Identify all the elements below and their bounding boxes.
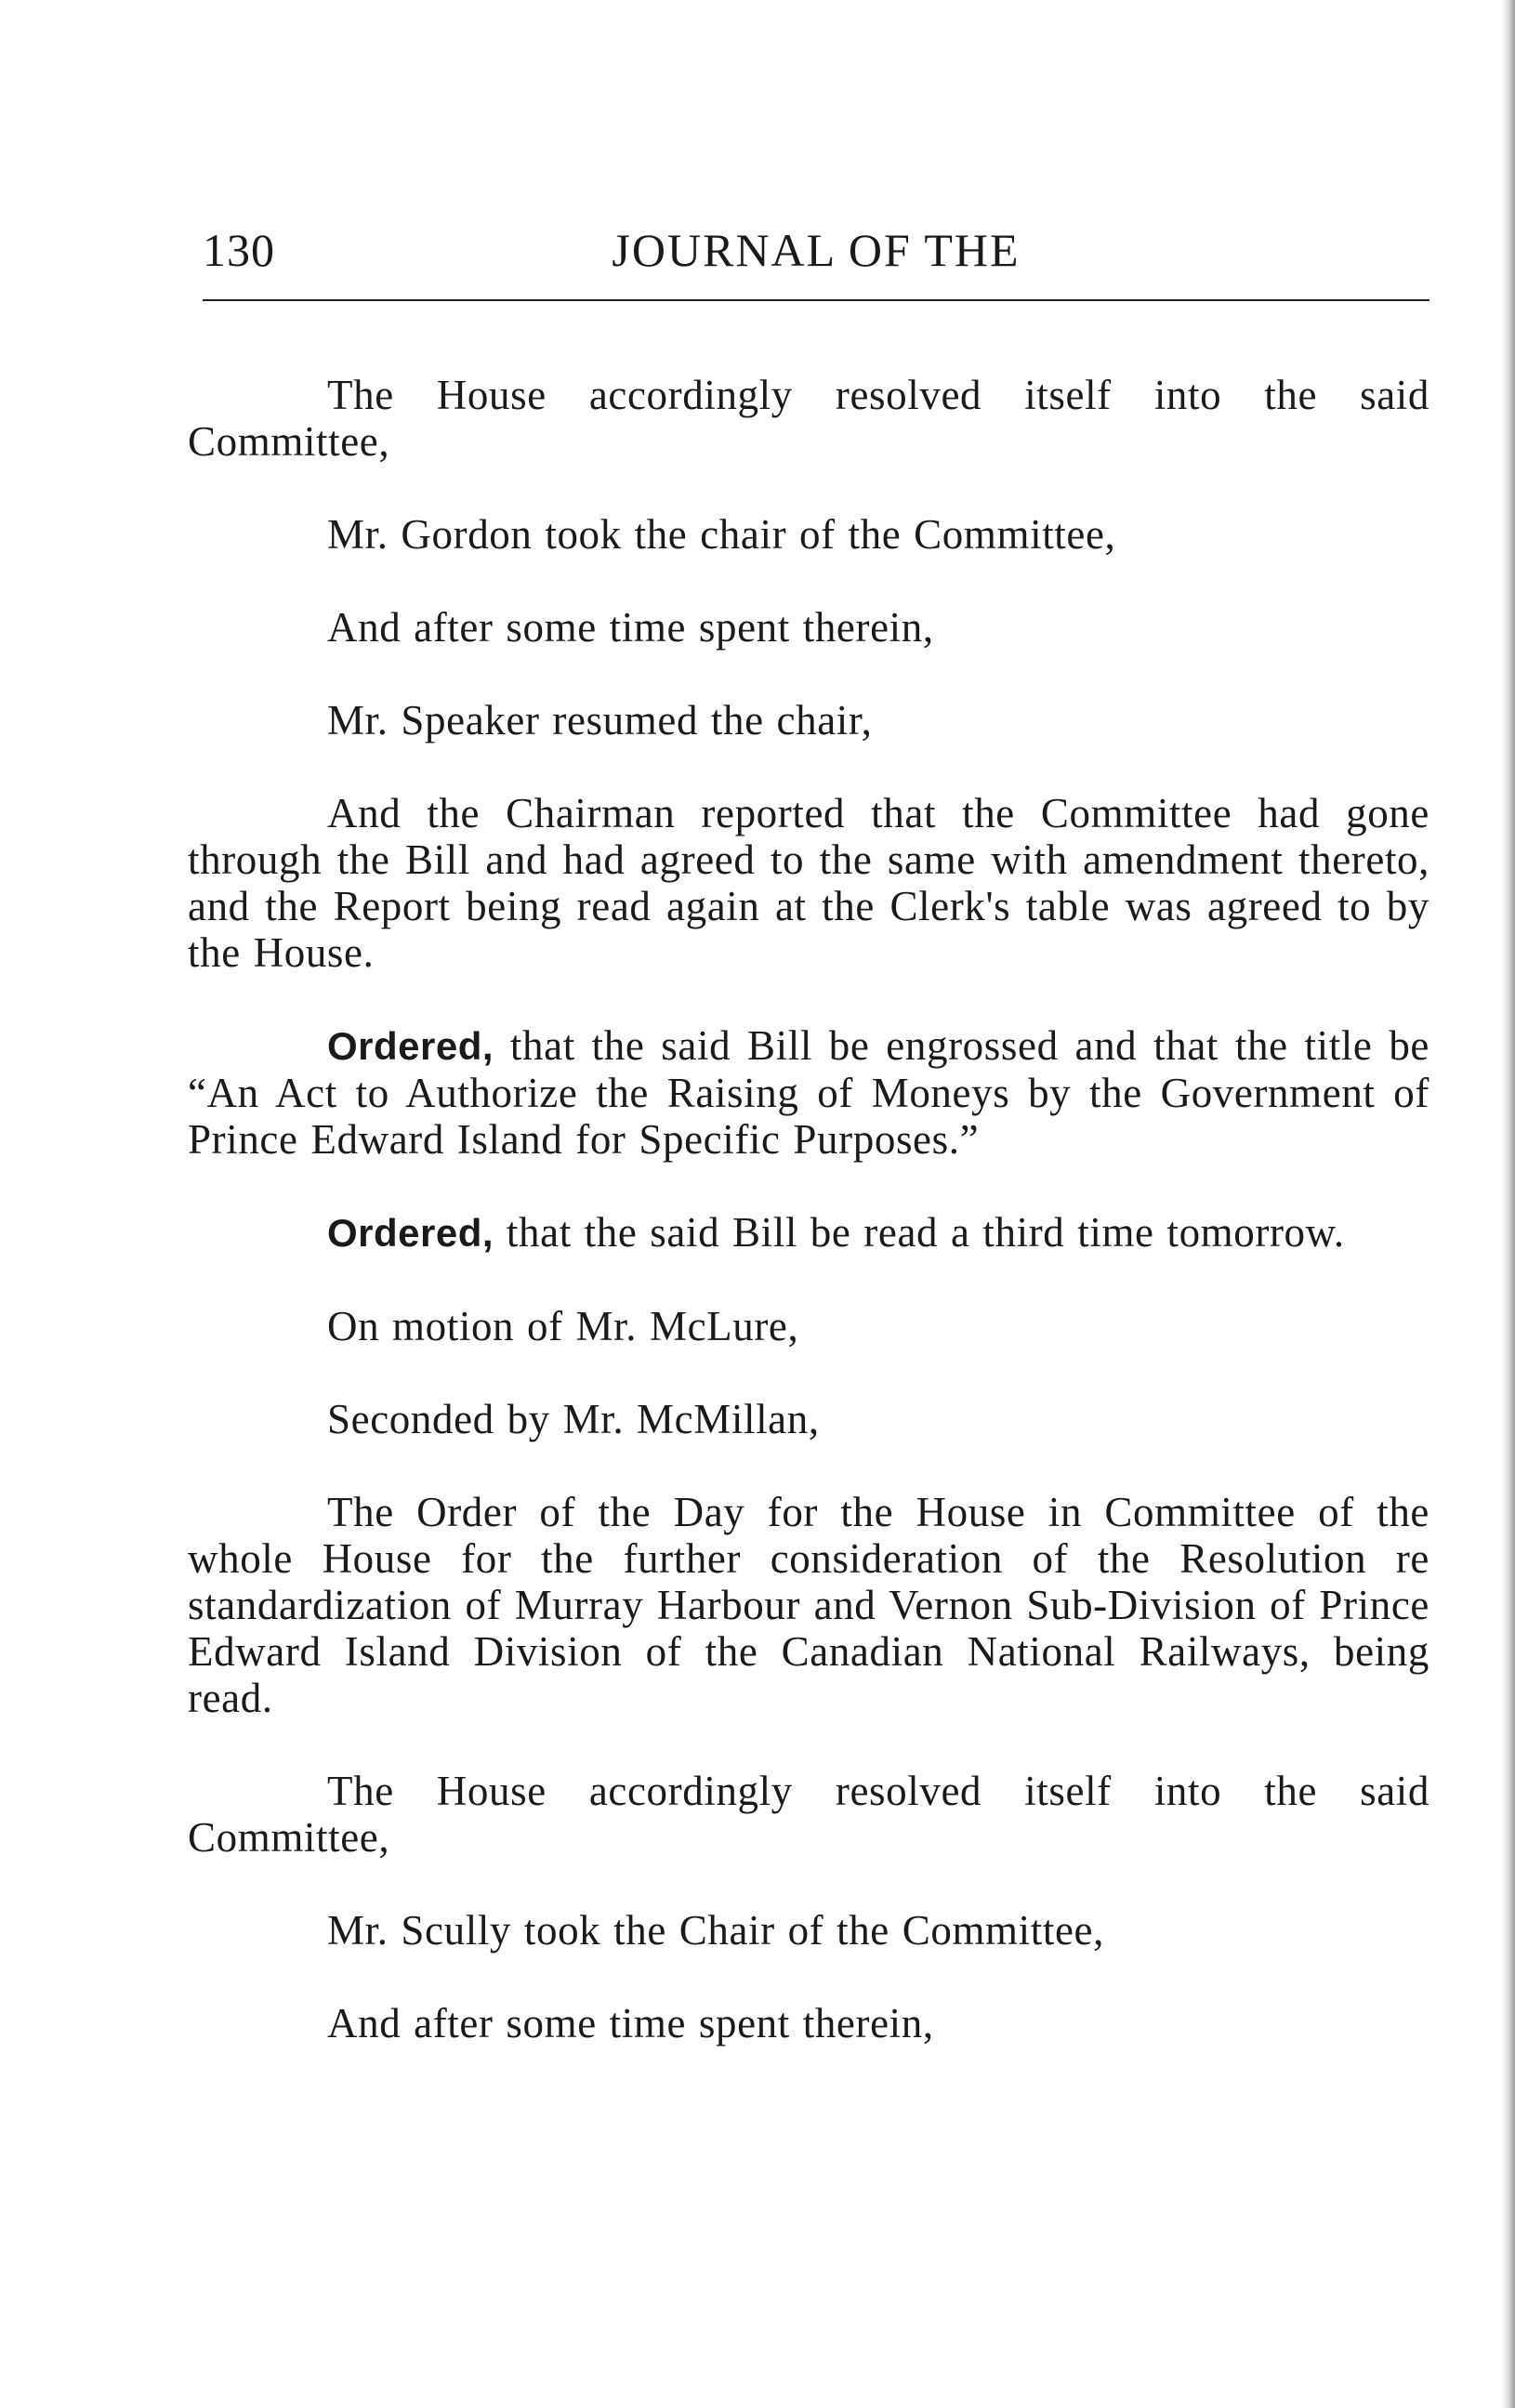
paragraph-text: The House accordingly resolved itself into the said Committee, bbox=[188, 1768, 1429, 1861]
paragraph-text: Mr. Scully took the Chair of the Committee, bbox=[327, 1907, 1104, 1954]
paragraph-time-spent bbox=[188, 604, 1429, 651]
paragraph-text: Mr. Speaker resumed the chair, bbox=[327, 697, 873, 743]
paragraph-ordered-third-reading bbox=[188, 1209, 1429, 1257]
paragraph-text: And after some time spent therein, bbox=[327, 2000, 934, 2046]
paragraph-resolved-into-committee-2 bbox=[188, 1768, 1429, 1861]
ordered-label: Ordered, bbox=[327, 1211, 494, 1255]
running-head: JOURNAL OF THE bbox=[612, 224, 1021, 276]
paragraph-motion bbox=[188, 1303, 1429, 1349]
paragraph-text: The House accordingly resolved itself into the said Committee, bbox=[188, 372, 1429, 465]
paragraph-resolved-into-committee bbox=[188, 372, 1429, 465]
paragraph-seconded bbox=[188, 1396, 1429, 1442]
page-edge-shadow bbox=[1502, 0, 1515, 2408]
journal-body bbox=[188, 372, 1429, 2093]
paragraph-text: And after some time spent therein, bbox=[327, 604, 934, 651]
paragraph-time-spent-2 bbox=[188, 2000, 1429, 2046]
paragraph-text: Seconded by Mr. McMillan, bbox=[327, 1396, 820, 1442]
paragraph-ordered-engrossed bbox=[188, 1022, 1429, 1163]
paragraph-text: Mr. Gordon took the chair of the Committee, bbox=[327, 511, 1116, 558]
paragraph-text: that the said Bill be read a third time tomorrow. bbox=[506, 1209, 1345, 1256]
paragraph-gordon-chair bbox=[188, 511, 1429, 558]
paragraph-order-of-the-day bbox=[188, 1489, 1429, 1721]
page-number: 130 bbox=[203, 224, 275, 276]
paragraph-chairman-reported bbox=[188, 790, 1429, 976]
paragraph-scully-chair bbox=[188, 1907, 1429, 1954]
header-rule bbox=[203, 299, 1429, 301]
page-header bbox=[203, 223, 1429, 288]
paragraph-text: And the Chairman reported that the Committee had gone through the Bill and had agreed to the same with amendment thereto, and the Report being read again at the Clerk's table was agreed to by the House. bbox=[188, 790, 1429, 976]
paragraph-speaker-resumed bbox=[188, 697, 1429, 743]
ordered-label: Ordered, bbox=[327, 1024, 494, 1068]
paragraph-text: The Order of the Day for the House in Committee of the whole House for the further consideration of the Resolution re standardization of Murray Harbour and Vernon Sub-Division of Prince Edward Island Division of the Canadian National Railways, being read. bbox=[188, 1489, 1429, 1721]
paragraph-text: that the said Bill be engrossed and that the title be “An Act to Authorize the Raising of Moneys by the Government of Prince Edward Island for Specific Purposes.” bbox=[188, 1022, 1429, 1163]
paragraph-text: On motion of Mr. McLure, bbox=[327, 1303, 799, 1349]
